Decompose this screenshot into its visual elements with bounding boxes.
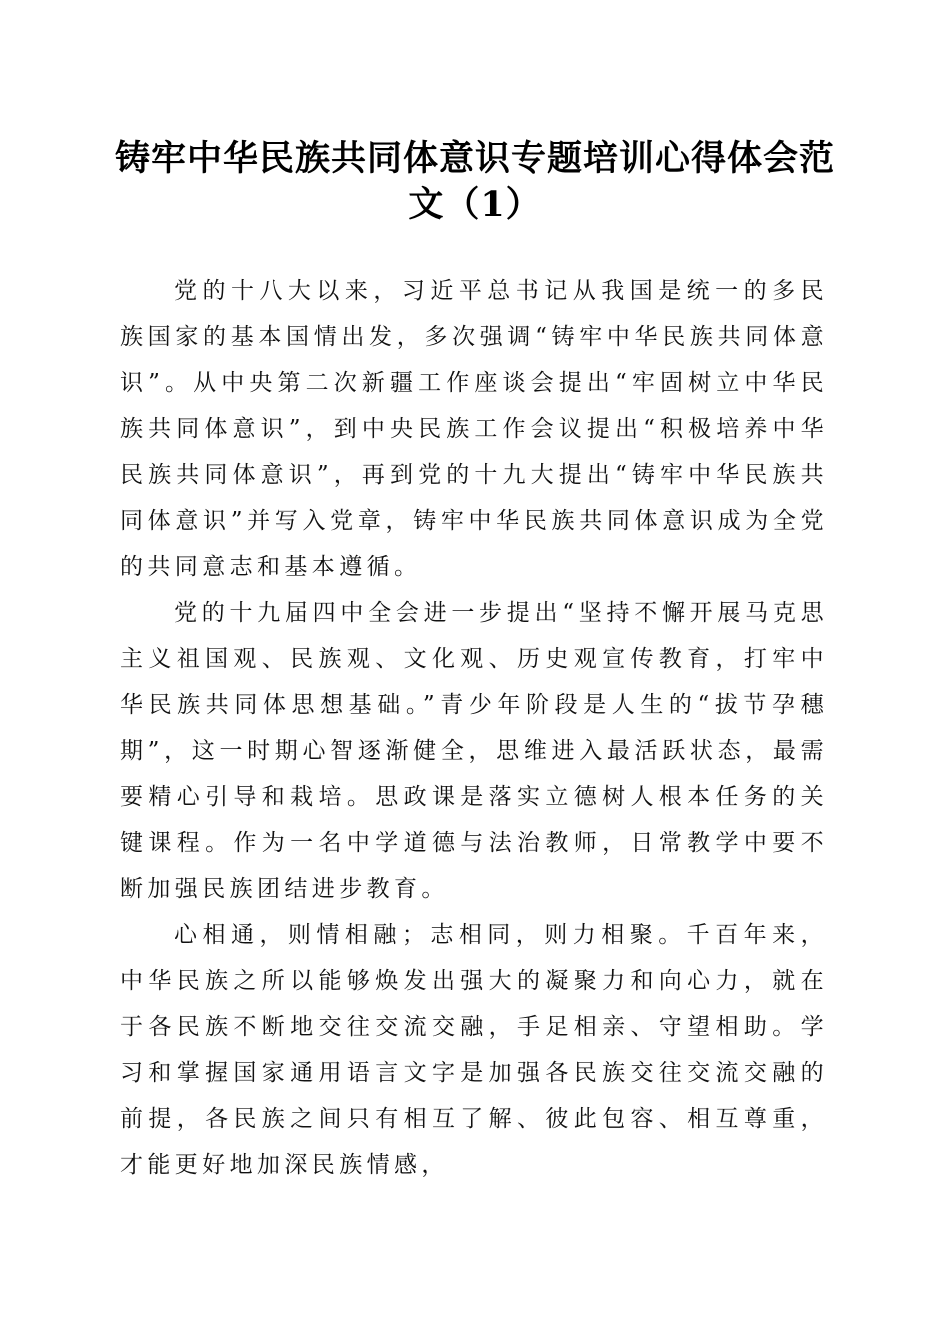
paragraph-2: 党的十九届四中全会进一步提出“坚持不懈开展马克思主义祖国观、民族观、文化观、历史观宣传教育，打牢中华民族共同体思想基础。”青少年阶段是人生的“拔节孕穗期”，这一时期心智逐渐健全，思维进入最活跃状态，最需要精心引导和栽培。思政课是落实立德树人根本任务的关键课程。作为一名中学道德与法治教师，日常教学中要不断加强民族团结进步教育。 — [120, 600, 828, 902]
document-title: 铸牢中华民族共同体意识专题培训心得体会范文（1） — [114, 138, 835, 225]
paragraph-1: 党的十八大以来，习近平总书记从我国是统一的多民族国家的基本国情出发，多次强调“铸牢中华民族共同体意识”。从中央第二次新疆工作座谈会提出“牢固树立中华民族共同体意识”，到中央民族工作会议提出“积极培养中华民族共同体意识”，再到党的十九大提出“铸牢中华民族共同体意识”并写入党章，铸牢中华民族共同体意识成为全党的共同意志和基本遵循。 — [120, 278, 828, 580]
document-body — [120, 268, 828, 1188]
paragraph-3: 心相通，则情相融；志相同，则力相聚。千百年来，中华民族之所以能够焕发出强大的凝聚力和向心力，就在于各民族不断地交往交流交融，手足相亲、守望相助。学习和掌握国家通用语言文字是加强各民族交往交流交融的前提，各民族之间只有相互了解、彼此包容、相互尊重，才能更好地加深民族情感， — [120, 922, 828, 1178]
